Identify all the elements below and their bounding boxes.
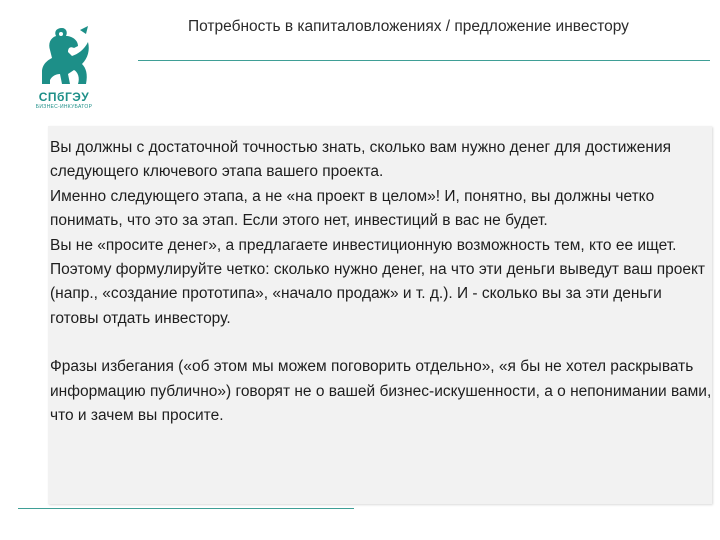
title-divider xyxy=(138,60,710,61)
spbgeu-logo xyxy=(28,24,100,114)
griffin-emblem-icon xyxy=(28,24,100,90)
logo-subtitle: БИЗНЕС-ИНКУБАТОР xyxy=(35,104,93,110)
paragraph-4: Фразы избегания («об этом мы можем поговорить отдельно», «я бы не хотел раскрывать информацию публично») говорят не о вашей бизнес-искушенности, а о непонимании вами, что и зачем вы просите. xyxy=(50,358,712,425)
footer-divider xyxy=(18,508,354,509)
slide-content xyxy=(50,136,712,428)
paragraph-1: Вы должны с достаточной точностью знать, сколько вам нужно денег для достижения следующего ключевого этапа вашего проекта. xyxy=(50,139,672,181)
paragraph-2: Именно следующего этапа, а не «на проект в целом»! И, понятно, вы должны четко понимать, что это за этап. Если этого нет, инвестиций в вас не будет. xyxy=(50,187,655,230)
logo-name: СПбГЭУ xyxy=(38,90,90,104)
paragraph-3: Вы не «просите денег», а предлагаете инвестиционную возможность тем, кто ее ищет. Поэтому формулируйте четко: сколько нужно денег, на что эти деньги выведут ваш проект (напр., «создание прототипа», «начало продаж» и т. д.). И - сколько вы за эти деньги готовы отдать инвестору. xyxy=(50,236,706,327)
paragraph-spacer xyxy=(50,331,712,355)
slide-title: Потребность в капиталовложениях / предложение инвестору xyxy=(188,18,629,35)
